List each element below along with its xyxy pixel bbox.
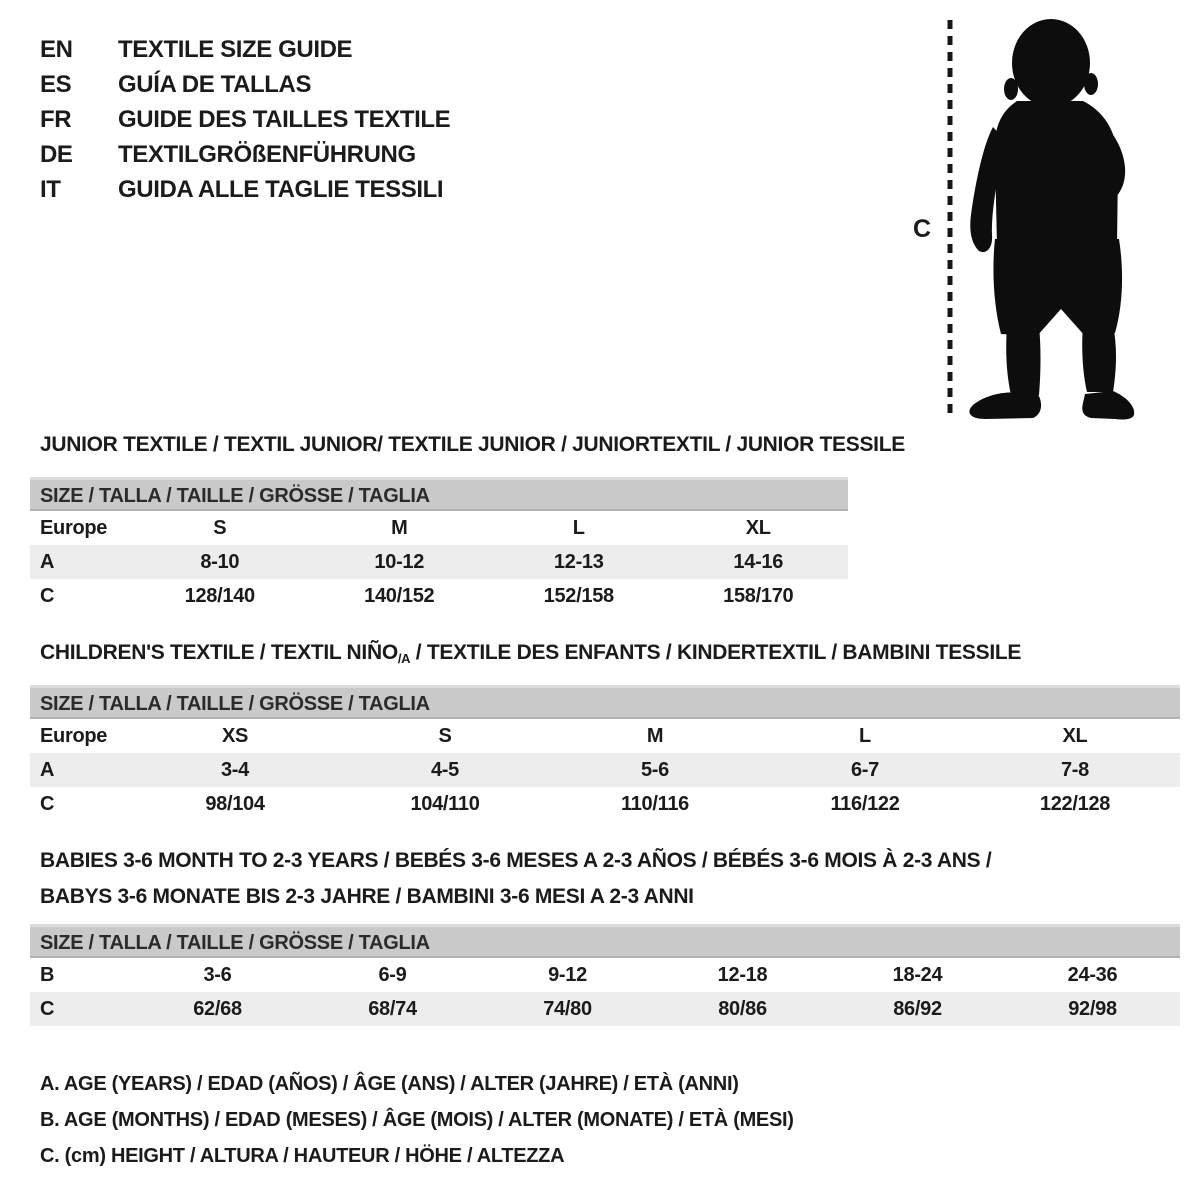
row-label: A <box>40 759 55 781</box>
toddler-silhouette-image <box>905 15 1160 425</box>
children-size-table <box>30 685 1180 821</box>
lang-code: EN <box>40 36 73 63</box>
row-label: C <box>40 585 55 607</box>
height-cell: 80/86 <box>718 998 767 1020</box>
height-cell: 122/128 <box>1039 793 1111 815</box>
row-label: B <box>40 964 55 986</box>
size-cell: XL <box>1062 725 1088 747</box>
row-label: Europe <box>40 517 108 539</box>
lang-title: TEXTILE SIZE GUIDE <box>118 36 353 63</box>
junior-section-title: JUNIOR TEXTILE / TEXTIL JUNIOR/ TEXTILE JUNIOR / JUNIORTEXTIL / JUNIOR TESSILE <box>40 433 905 456</box>
months-cell: 12-18 <box>717 964 768 986</box>
lang-code: DE <box>40 141 73 168</box>
size-cell: M <box>391 517 408 539</box>
size-header-bar: SIZE / TALLA / TAILLE / GRÖSSE / TAGLIA <box>30 685 1180 719</box>
months-cell: 18-24 <box>892 964 943 986</box>
footnote-age-years: A. AGE (YEARS) / EDAD (AÑOS) / ÂGE (ANS) / ALTER (JAHRE) / ETÀ (ANNI) <box>40 1073 739 1095</box>
footnotes <box>40 1066 794 1174</box>
height-cell: 116/122 <box>830 793 900 815</box>
lang-row-en <box>40 32 450 67</box>
row-label: C <box>40 998 55 1020</box>
size-cell: L <box>572 517 585 539</box>
footnote-height-cm: C. (cm) HEIGHT / ALTURA / HAUTEUR / HÖHE / ALTEZZA <box>40 1145 565 1167</box>
age-cell: 4-5 <box>430 759 459 781</box>
size-cell: XL <box>745 517 771 539</box>
babies-size-table <box>30 924 1180 1026</box>
table-row-age <box>30 753 1180 787</box>
height-cell: 140/152 <box>364 585 435 607</box>
age-cell: 5-6 <box>640 759 669 781</box>
table-row-height <box>30 787 1180 821</box>
lang-code: ES <box>40 71 72 98</box>
row-label: A <box>40 551 55 573</box>
lang-row-fr <box>40 102 450 137</box>
babies-title-line1: BABIES 3-6 MONTH TO 2-3 YEARS / BEBÉS 3-6 MESES A 2-3 AÑOS / BÉBÉS 3-6 MOIS À 2-3 ANS / <box>40 849 992 872</box>
lang-code: FR <box>40 106 72 133</box>
height-cell: 110/116 <box>621 793 689 815</box>
age-cell: 14-16 <box>733 551 784 573</box>
table-row-europe <box>30 511 848 545</box>
height-cell: 152/158 <box>543 585 614 607</box>
months-cell: 6-9 <box>378 964 407 986</box>
age-cell: 8-10 <box>200 551 240 573</box>
lang-title: GUÍA DE TALLAS <box>118 71 312 98</box>
age-cell: 6-7 <box>850 759 879 781</box>
title-part-pre: CHILDREN'S TEXTILE / TEXTIL NIÑO <box>40 641 398 664</box>
size-cell: S <box>438 725 452 747</box>
height-cell: 68/74 <box>368 998 417 1020</box>
size-header-bar: SIZE / TALLA / TAILLE / GRÖSSE / TAGLIA <box>30 477 848 511</box>
lang-row-de <box>40 137 450 172</box>
age-cell: 3-4 <box>220 759 249 781</box>
height-cell: 74/80 <box>543 998 592 1020</box>
size-cell: L <box>859 725 871 747</box>
size-header-bar: SIZE / TALLA / TAILLE / GRÖSSE / TAGLIA <box>30 924 1180 958</box>
table-row-height <box>30 992 1180 1026</box>
lang-title: GUIDE DES TAILLES TEXTILE <box>118 106 451 133</box>
height-cell: 158/170 <box>723 585 794 607</box>
toddler-silhouette <box>969 19 1134 420</box>
height-cell: 86/92 <box>893 998 942 1020</box>
height-cell: 128/140 <box>184 585 255 607</box>
lang-row-it <box>40 172 450 207</box>
table-row-height <box>30 579 848 613</box>
months-cell: 9-12 <box>548 964 587 986</box>
title-part-sub: /A <box>397 651 411 666</box>
footnote-age-months: B. AGE (MONTHS) / EDAD (MESES) / ÂGE (MOIS) / ALTER (MONATE) / ETÀ (MESI) <box>40 1109 794 1131</box>
table-row-europe <box>30 719 1180 753</box>
height-measure-label: C <box>913 215 932 243</box>
table-row-months <box>30 958 1180 992</box>
height-cell: 104/110 <box>410 793 480 815</box>
size-cell: XS <box>221 725 249 747</box>
language-title-list <box>40 32 450 207</box>
size-cell: M <box>646 725 664 747</box>
age-cell: 12-13 <box>553 551 604 573</box>
height-cell: 92/98 <box>1068 998 1117 1020</box>
age-cell: 7-8 <box>1060 759 1089 781</box>
lang-row-es <box>40 67 450 102</box>
row-label: Europe <box>40 725 108 747</box>
table-row-age <box>30 545 848 579</box>
age-cell: 10-12 <box>374 551 425 573</box>
height-cell: 98/104 <box>205 793 265 815</box>
lang-title: TEXTILGRÖßENFÜHRUNG <box>118 141 416 168</box>
title-part-post: / TEXTILE DES ENFANTS / KINDERTEXTIL / BAMBINI TESSILE <box>410 641 1022 664</box>
row-label: C <box>40 793 55 815</box>
lang-code: IT <box>40 176 61 203</box>
months-cell: 3-6 <box>203 964 232 986</box>
junior-size-table <box>30 477 848 613</box>
babies-title-line2: BABYS 3-6 MONATE BIS 2-3 JAHRE / BAMBINI 3-6 MESI A 2-3 ANNI <box>40 885 694 908</box>
size-cell: S <box>213 517 227 539</box>
children-section-title <box>40 641 1021 666</box>
height-cell: 62/68 <box>193 998 242 1020</box>
lang-title: GUIDA ALLE TAGLIE TESSILI <box>118 176 444 203</box>
months-cell: 24-36 <box>1067 964 1118 986</box>
babies-section-title <box>40 843 1180 915</box>
